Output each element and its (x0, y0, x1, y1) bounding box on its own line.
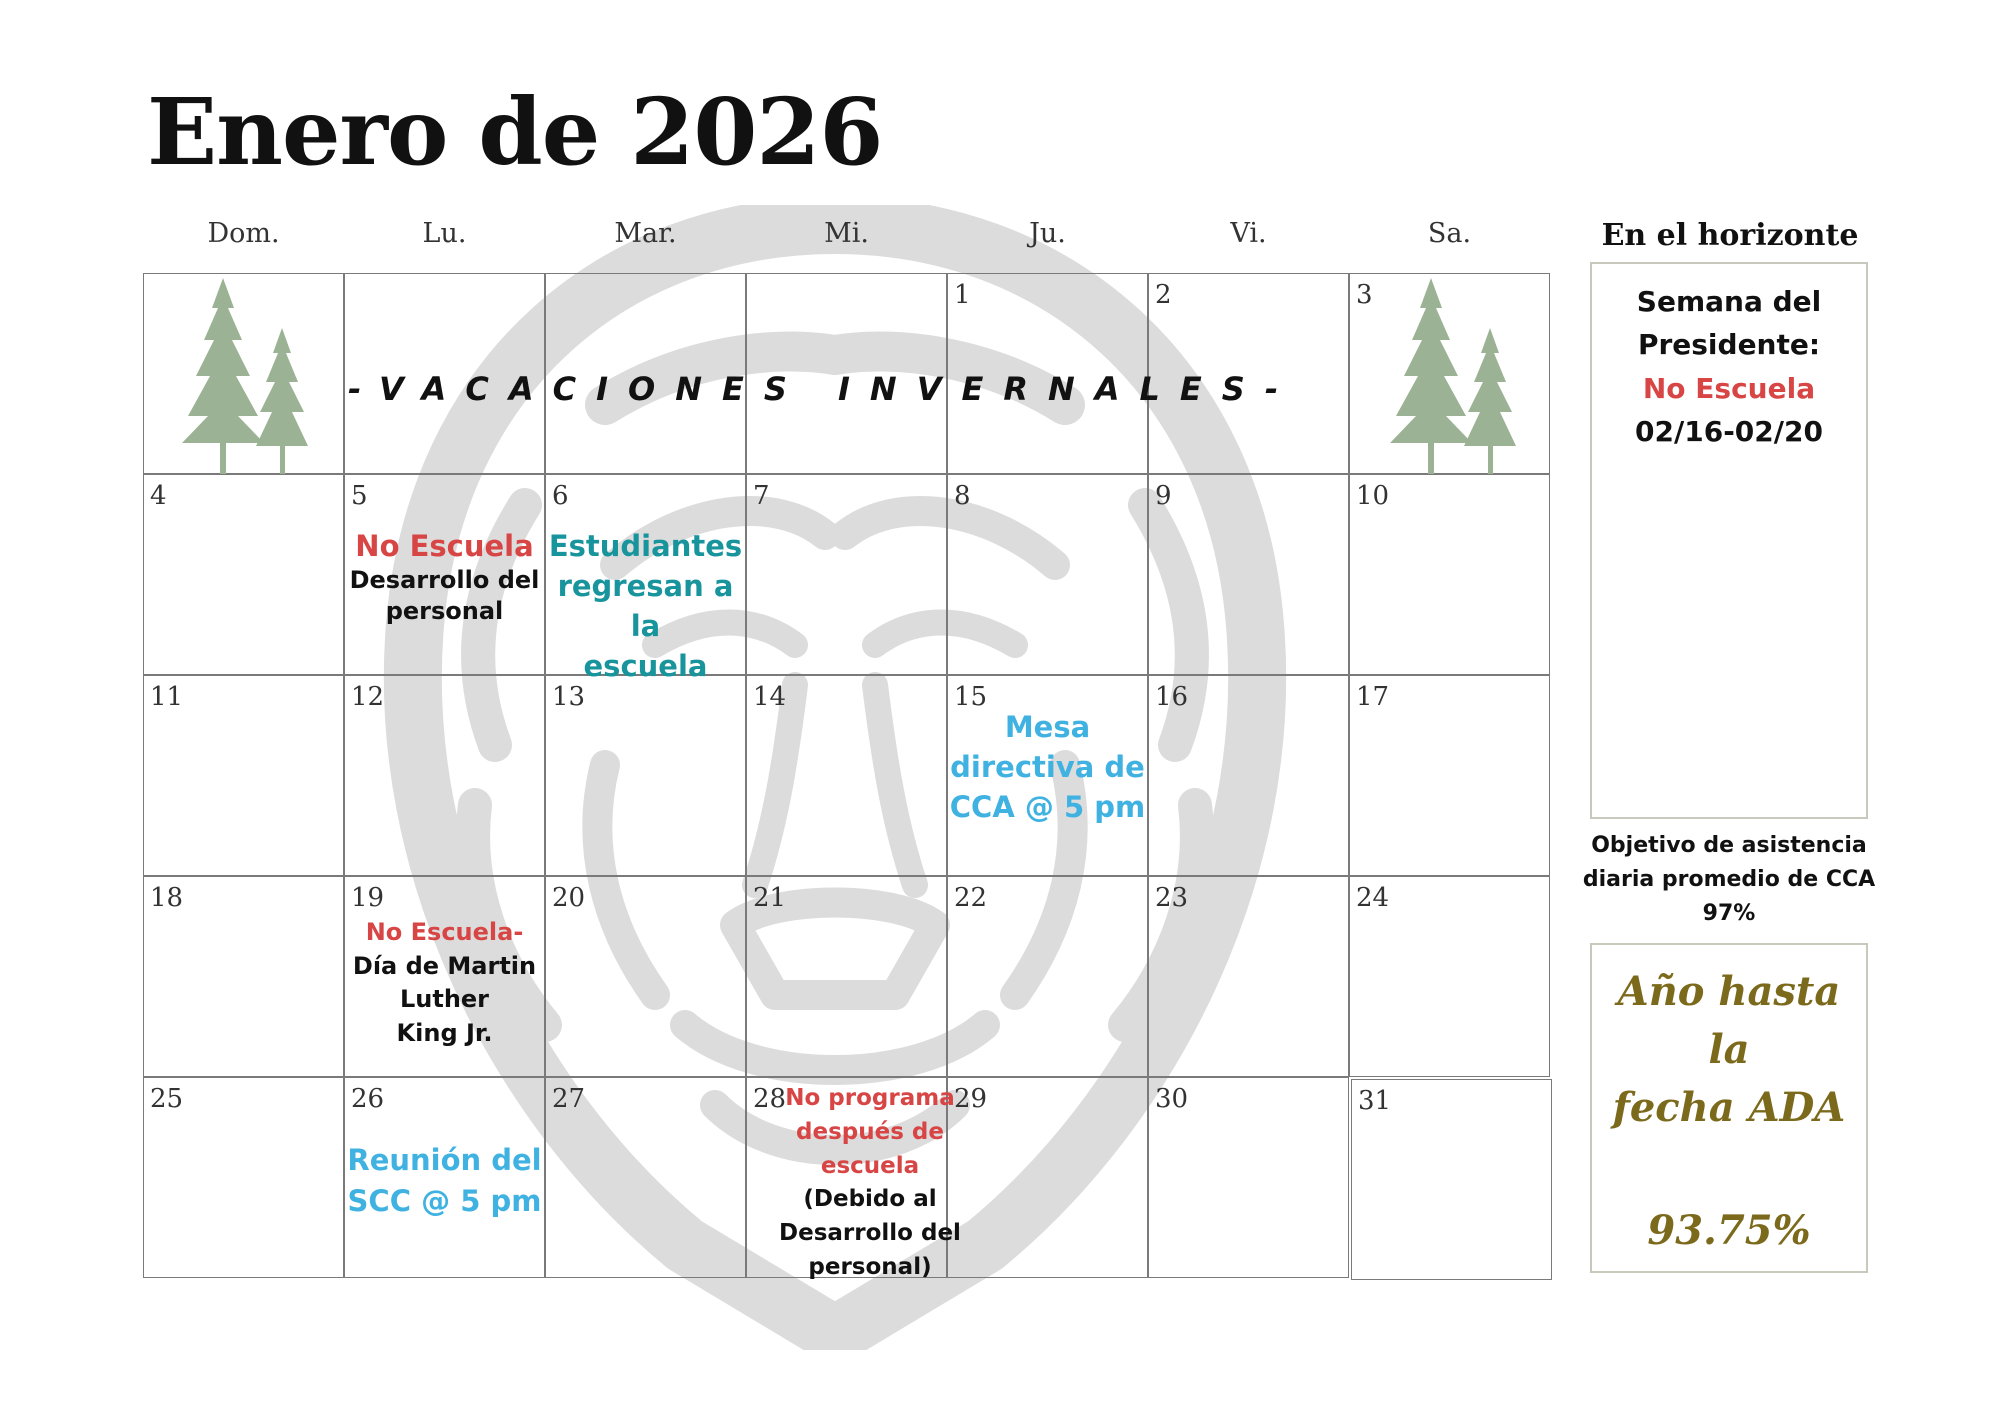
event-jan26 (344, 1140, 545, 1221)
event-jan6 (545, 526, 746, 686)
day-number: 6 (552, 481, 569, 511)
day-number: 29 (954, 1084, 988, 1114)
event-title: Reunión del (347, 1143, 542, 1177)
day-cell-16 (1148, 675, 1349, 876)
day-number: 1 (954, 280, 971, 310)
day-number: 17 (1356, 682, 1390, 712)
event-detail: personal) (808, 1253, 932, 1280)
day-number: 4 (150, 481, 167, 511)
day-number: 11 (150, 682, 184, 712)
day-number: 23 (1155, 883, 1189, 913)
event-detail: personal (385, 596, 504, 625)
objective-line: Objetivo de asistencia (1591, 833, 1867, 858)
day-cell-17 (1349, 675, 1550, 876)
event-jan19 (344, 916, 545, 1050)
day-cell-4 (143, 474, 344, 675)
day-number: 14 (753, 682, 787, 712)
day-cell-10 (1349, 474, 1550, 675)
event-detail: King Jr. (396, 1018, 493, 1047)
day-header-saturday: Sa. (1427, 218, 1472, 249)
day-cell-30 (1148, 1077, 1349, 1278)
event-detail: Luther (399, 985, 490, 1014)
event-title: Mesa (1004, 710, 1091, 744)
day-number: 5 (351, 481, 368, 511)
day-number: 8 (954, 481, 971, 511)
event-title: después de (796, 1118, 944, 1145)
attendance-objective (1570, 829, 1888, 931)
upcoming-no-school: No Escuela (1642, 371, 1816, 405)
day-number: 13 (552, 682, 586, 712)
day-cell-11 (143, 675, 344, 876)
event-jan15 (947, 707, 1148, 827)
day-number: 3 (1356, 280, 1373, 310)
day-header-monday: Lu. (422, 218, 467, 249)
day-number: 19 (351, 883, 385, 913)
day-cell-27 (545, 1077, 746, 1278)
event-title: regresan a la (557, 569, 734, 644)
day-cell-12 (344, 675, 545, 876)
day-cell-22 (947, 876, 1148, 1077)
event-title: SCC @ 5 pm (347, 1183, 542, 1218)
day-number: 22 (954, 883, 988, 913)
sidebar-heading: En el horizonte (1601, 218, 1859, 253)
event-detail: (Debido al (803, 1186, 937, 1213)
event-detail: Día de Martin (352, 951, 537, 980)
day-number: 28 (753, 1084, 787, 1114)
day-number: 24 (1356, 883, 1390, 913)
day-number: 25 (150, 1084, 184, 1114)
event-title: Estudiantes (548, 529, 743, 563)
objective-value: 97% (1702, 901, 1756, 927)
day-cell-20 (545, 876, 746, 1077)
event-jan5 (344, 528, 545, 627)
ada-box (1590, 943, 1868, 1273)
day-cell-18 (143, 876, 344, 1077)
event-detail: Desarrollo del (349, 566, 540, 595)
day-number: 7 (753, 481, 770, 511)
day-number: 12 (351, 682, 385, 712)
day-number: 26 (351, 1084, 385, 1114)
ada-title-line: Año hasta la (1617, 968, 1841, 1073)
upcoming-line: Semana del (1636, 285, 1822, 318)
day-number: 16 (1155, 682, 1189, 712)
event-title: No Escuela- (365, 918, 524, 946)
day-cell-14 (746, 675, 947, 876)
day-number: 2 (1155, 280, 1172, 310)
day-number: 27 (552, 1084, 586, 1114)
upcoming-dates: 02/16-02/20 (1635, 415, 1823, 449)
day-cell-31 (1351, 1079, 1552, 1280)
pine-trees-icon (1368, 278, 1538, 474)
day-number: 30 (1155, 1084, 1189, 1114)
upcoming-box (1590, 262, 1868, 819)
day-cell-13 (545, 675, 746, 876)
event-title: No programa (785, 1085, 955, 1111)
day-number: 15 (954, 682, 988, 712)
day-header-sunday: Dom. (207, 218, 280, 249)
day-header-wednesday: Mi. (824, 218, 869, 249)
day-header-thursday: Ju. (1029, 218, 1066, 249)
day-cell-7 (746, 474, 947, 675)
day-cell-21 (746, 876, 947, 1077)
day-header-tuesday: Mar. (614, 218, 677, 249)
event-title: directiva de (950, 750, 1145, 785)
event-jan28 (770, 1082, 970, 1285)
day-number: 18 (150, 883, 184, 913)
day-number: 21 (753, 883, 787, 913)
event-title: No Escuela (355, 529, 534, 563)
day-cell-25 (143, 1077, 344, 1278)
day-number: 9 (1155, 481, 1172, 511)
day-cell-29 (947, 1077, 1148, 1278)
winter-break-banner: -VACACIONES INVERNALES- (348, 370, 1299, 408)
day-cell-9 (1148, 474, 1349, 675)
event-detail: Desarrollo del (779, 1220, 961, 1247)
day-cell-8 (947, 474, 1148, 675)
objective-line: diaria promedio de CCA (1582, 867, 1876, 893)
pine-trees-icon (160, 278, 330, 474)
page-title: Enero de 2026 (147, 78, 883, 186)
event-title: escuela (583, 649, 708, 684)
event-title: escuela (820, 1152, 920, 1179)
ada-value: 93.75% (1647, 1207, 1811, 1254)
day-number: 10 (1356, 481, 1390, 511)
day-header-friday: Vi. (1230, 218, 1267, 249)
event-title: CCA @ 5 pm (949, 790, 1146, 825)
day-number: 31 (1358, 1086, 1392, 1116)
upcoming-line: Presidente: (1637, 328, 1821, 362)
day-cell-24 (1349, 876, 1550, 1077)
day-cell-23 (1148, 876, 1349, 1077)
ada-title-line: fecha ADA (1612, 1084, 1846, 1131)
day-number: 20 (552, 883, 586, 913)
